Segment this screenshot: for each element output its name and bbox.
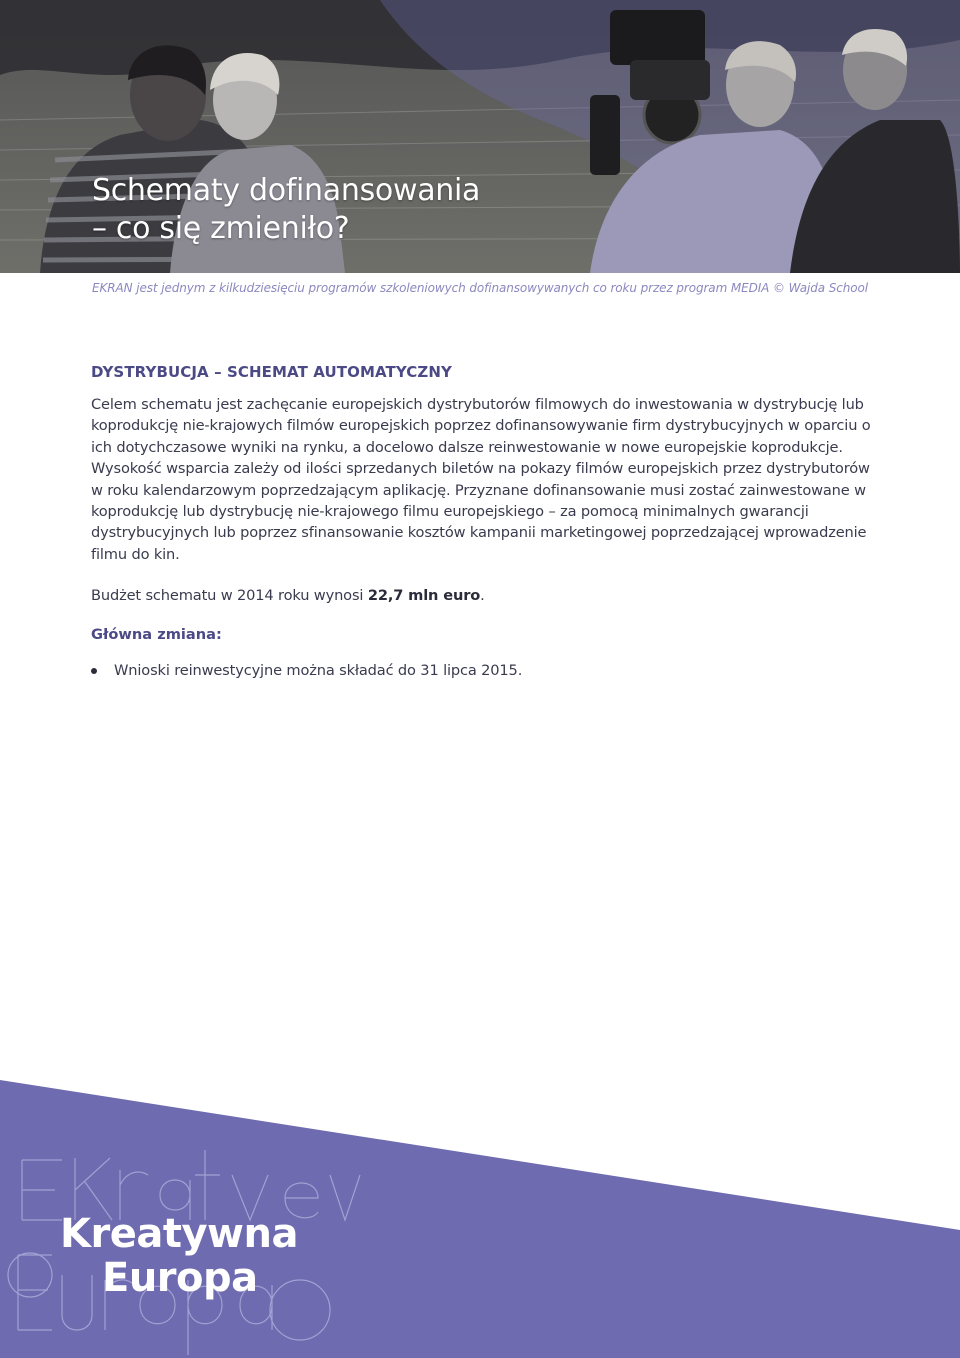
main-change-heading: Główna zmiana:	[91, 626, 222, 644]
section-heading: DYSTRYBUCJA – SCHEMAT AUTOMATYCZNY	[91, 363, 452, 381]
page-title-line-1: Schematy dofinansowania	[92, 173, 481, 208]
page-title	[92, 172, 480, 248]
photo-caption: EKRAN jest jednym z kilkudziesięciu programów szkoleniowych dofinansowywanych co roku przez program MEDIA © Wajda School	[92, 281, 868, 295]
hero-photo	[0, 0, 960, 273]
section-body-paragraph: Celem schematu jest zachęcanie europejskich dystrybutorów filmowych do inwestowania w dystrybucję lub koprodukcję nie-krajowych filmów europejskich poprzez dofinansowywanie firm dystrybucyjnych w oparciu o ich dotychczasowe wyniki na rynku, a docelowo dalsze reinwestowanie w nowe europejskie koprodukcje. Wysokość wsparcia zależy od ilości sprzedanych biletów na pokazy filmów europejskich przez dystrybutorów w roku kalendarzowym poprzedzającym aplikację. Przyznane dofinansowanie musi zostać zainwestowane w koprodukcję lub dystrybucję nie-krajowego filmu europejskiego – za pomocą minimalnych gwarancji dystrybucyjnych lub poprzez sfinansowanie kosztów kampanii marketingowej poprzedzającej wprowadzenie filmu do kin.	[91, 396, 871, 563]
footer-banner	[0, 1080, 960, 1358]
budget-suffix: .	[480, 587, 485, 605]
logo-line-2: Europa	[102, 1255, 258, 1301]
list-item-text: Wnioski reinwestycyjne można składać do 31 lipca 2015.	[114, 662, 523, 680]
budget-value: 22,7 mln euro	[367, 587, 481, 605]
list-item	[91, 660, 871, 681]
kreatywna-europa-logo	[60, 1212, 298, 1300]
bullet-icon	[91, 668, 97, 674]
logo-line-1: Kreatywna	[60, 1211, 298, 1257]
main-change-list	[91, 660, 871, 681]
page-title-line-2: – co się zmieniło?	[92, 211, 350, 246]
budget-paragraph	[91, 585, 871, 606]
main-content	[91, 362, 871, 681]
budget-prefix: Budżet schematu w 2014 roku wynosi	[91, 587, 368, 605]
